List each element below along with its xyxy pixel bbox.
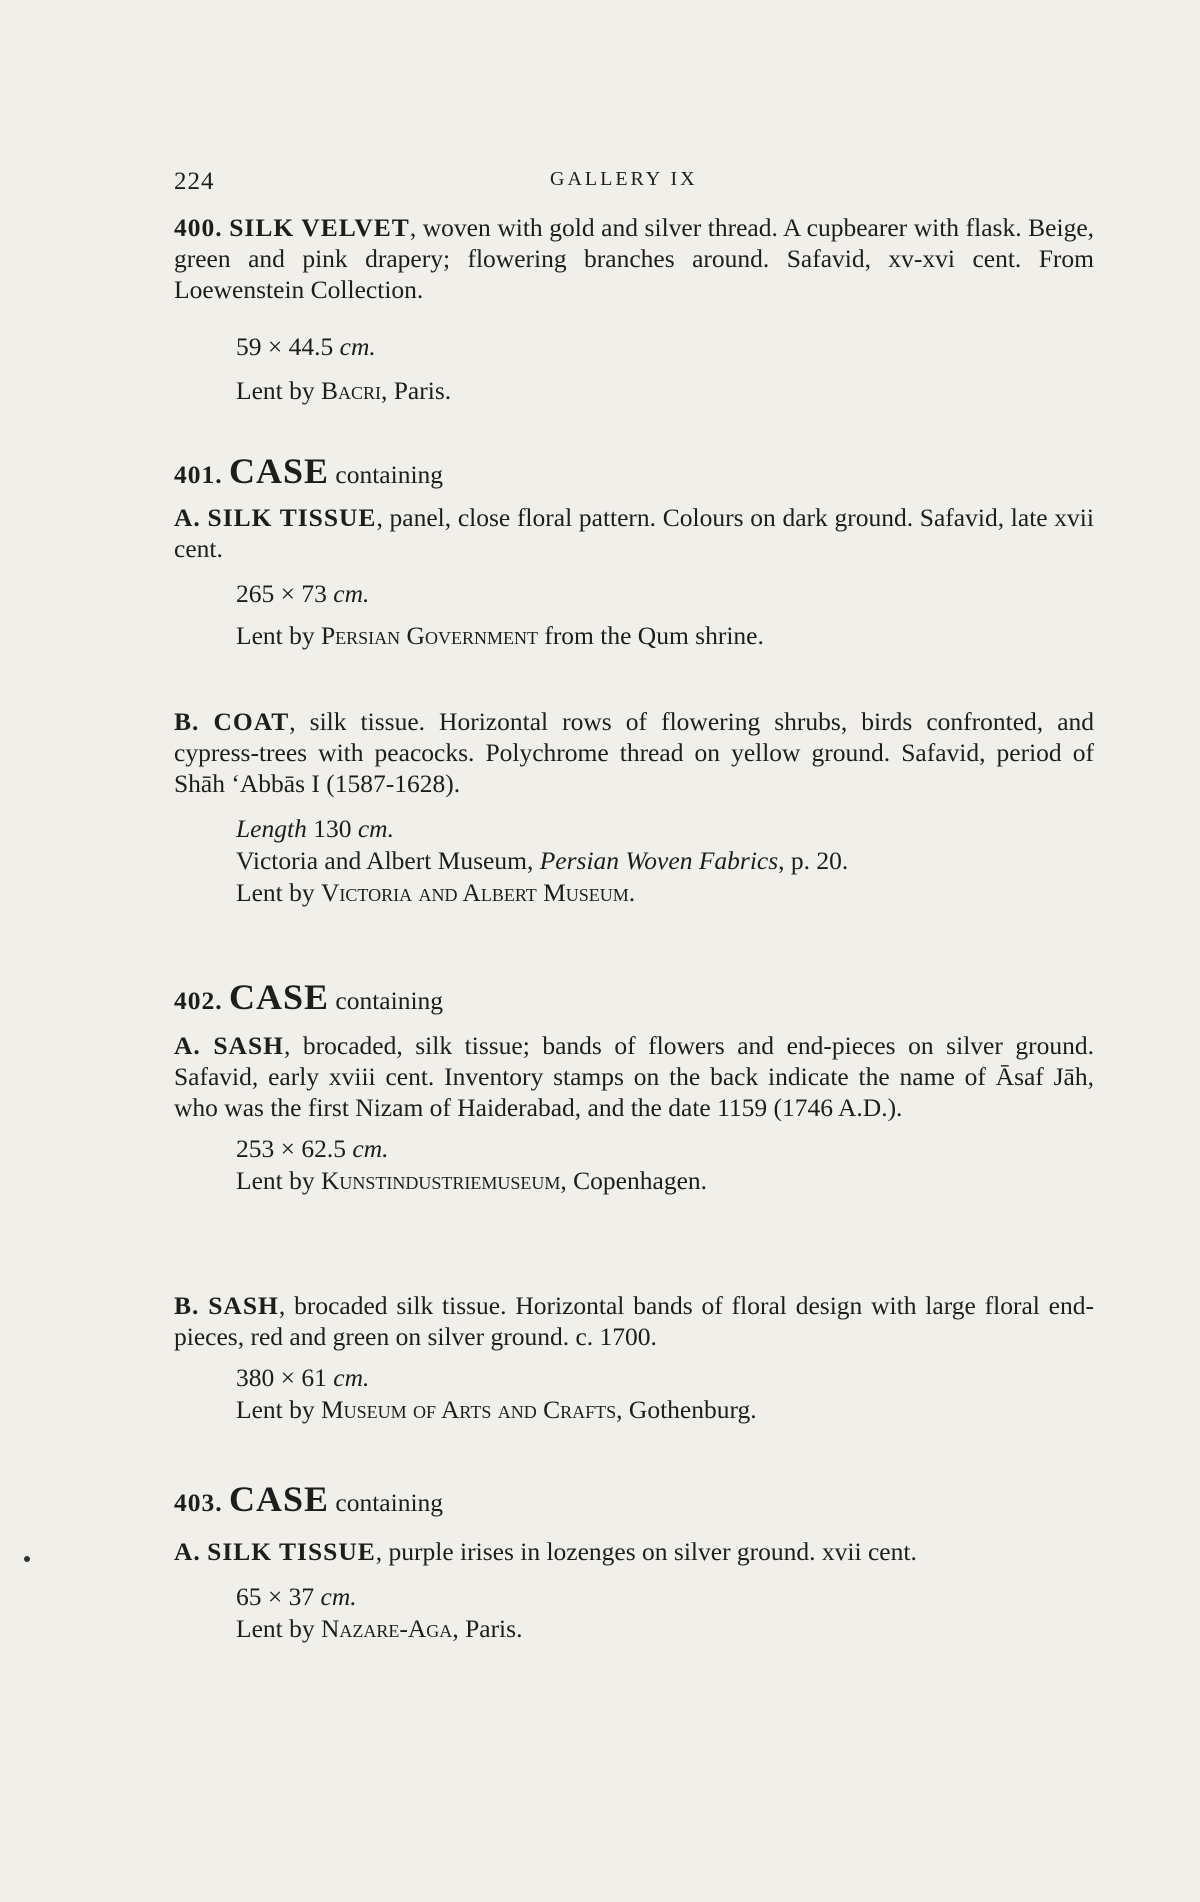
- lender-line: Lent by Nazare-Aga, Paris.: [236, 1614, 523, 1643]
- entry-403-a: [174, 1536, 1094, 1645]
- entry-403: [174, 1478, 1094, 1520]
- lender-line: Lent by Victoria and Albert Museum.: [236, 878, 636, 907]
- lender-line: Lent by Persian Government from the Qum shrine.: [236, 621, 764, 650]
- item-description: B. COAT, silk tissue. Horizontal rows of flowering shrubs, birds confronted, and cypress-trees with peacocks. Polychrome thread on yellow ground. Safavid, period of Shāh ‘Abbās I (1587-1628).: [174, 707, 1095, 798]
- length: Length 130 cm.: [236, 814, 394, 843]
- item-description: A. SILK TISSUE, purple irises in lozenges on silver ground. xvii cent.: [174, 1537, 917, 1566]
- dimensions: 265 × 73 cm.: [236, 579, 370, 608]
- entry-title: SILK VELVET: [229, 213, 410, 242]
- entry-402-b: [174, 1290, 1094, 1426]
- case-heading: 401. CASE containing: [174, 451, 444, 491]
- lender-line: Lent by Bacri, Paris.: [236, 376, 452, 405]
- margin-dot: [24, 1556, 30, 1562]
- lender-name: Museum of Arts and Crafts: [320, 1395, 617, 1424]
- item-description: B. SASH, brocaded silk tissue. Horizontal bands of floral design with large floral end-pieces, red and green on silver ground. c. 1700.: [174, 1291, 1094, 1351]
- running-head: GALLERY IX: [550, 168, 698, 190]
- item-description: A. SILK TISSUE, panel, close floral pattern. Colours on dark ground. Safavid, late xvii cent.: [174, 503, 1094, 563]
- entry-401: [174, 450, 1094, 492]
- page-number: 224: [174, 168, 215, 195]
- entry-text: , woven with gold and silver thread. A cupbearer with flask. Beige, green and pink drapery; flowering branches around. Safavid, xv-xvi cent. From Loewenstein Collection.: [174, 213, 1095, 304]
- lender-name: Kunstindustriemuseum: [320, 1166, 561, 1195]
- dimensions: 59 × 44.5 cm.: [236, 332, 376, 361]
- entry-number: 400.: [174, 213, 223, 242]
- reference: Victoria and Albert Museum, Persian Woven Fabrics, p. 20.: [236, 846, 849, 875]
- entry-401-b: [174, 706, 1094, 909]
- entry-400-description: [174, 212, 1094, 305]
- entry-401-a: [174, 502, 1094, 652]
- lender-line: Lent by Kunstindustriemuseum, Copenhagen.: [236, 1166, 708, 1195]
- case-heading: 402. CASE containing: [174, 977, 444, 1017]
- item-description: A. SASH, brocaded, silk tissue; bands of flowers and end-pieces on silver ground. Safavid, early xviii cent. Inventory stamps on the back indicate the name of Āsaf Jāh, who was the first Nizam of Haiderabad, and the date 1159 (1746 A.D.).: [174, 1031, 1094, 1122]
- dimensions: 253 × 62.5 cm.: [236, 1134, 389, 1163]
- entry-402-a: [174, 1030, 1094, 1197]
- lender-name: Victoria and Albert Museum.: [320, 878, 636, 907]
- page-header: [174, 168, 1094, 204]
- lender-name: Persian Government: [320, 621, 538, 650]
- entry-400: [174, 212, 1094, 407]
- lender-line: Lent by Museum of Arts and Crafts, Gothenburg.: [236, 1395, 757, 1424]
- dimensions: 380 × 61 cm.: [236, 1363, 370, 1392]
- lender-name: Nazare-Aga: [320, 1614, 453, 1643]
- case-heading: 403. CASE containing: [174, 1479, 444, 1519]
- entry-402: [174, 976, 1094, 1018]
- lender-name: Bacri: [320, 376, 381, 405]
- dimensions: 65 × 37 cm.: [236, 1582, 357, 1611]
